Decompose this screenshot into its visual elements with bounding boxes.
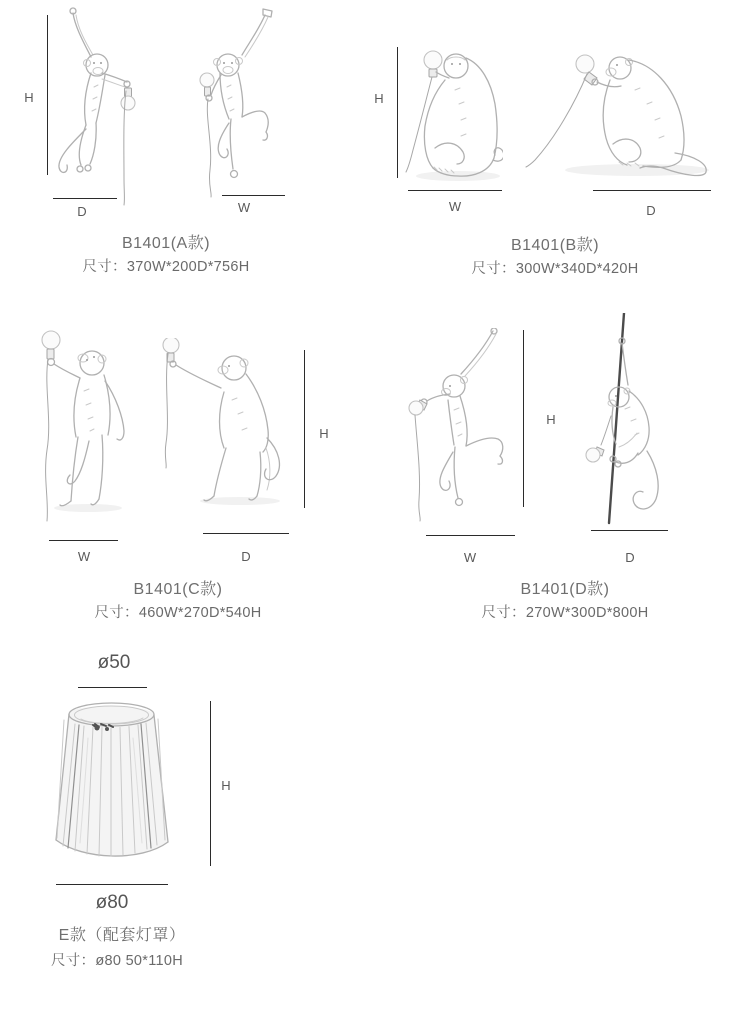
height-dimension-line [304,350,305,508]
section-a [0,0,375,295]
height-dimension-line [523,330,524,507]
monkey-rope-sketch-right [585,313,670,538]
dimension-label-d: D [77,204,87,219]
section-e [0,630,375,1015]
dimension-label-w: W [448,199,462,214]
lampshade-sketch [53,698,173,863]
model-title: B1401(A款) [121,235,211,252]
model-title: B1401(D款) [520,581,610,598]
width-dimension-line [426,535,515,536]
dimension-label-d: D [241,549,251,564]
model-size: 尺寸：370W*200D*756H [82,259,250,275]
height-dimension-line [47,15,48,175]
monkey-hanging-sketch-right [193,5,288,200]
height-dimension-line [210,701,211,866]
dimension-label-w: W [463,550,477,565]
diameter-bottom-label: ø80 [95,892,129,913]
dimension-label-d: D [646,203,656,218]
dimension-label-h: H [24,90,34,105]
section-b [375,0,750,295]
diameter-bottom-line [56,884,168,885]
dimension-label-h: H [221,778,231,793]
depth-dimension-line [591,530,668,531]
monkey-standing-sketch-left [36,325,132,525]
dimension-label-w: W [237,200,251,215]
model-size: 尺寸：460W*270D*540H [94,605,262,621]
model-size: 尺寸：270W*300D*800H [481,605,649,621]
section-c [0,300,375,630]
model-title: E款（配套灯罩） [58,927,186,944]
monkey-standing-sketch-right [160,338,285,513]
diameter-top-line [78,687,147,688]
model-size: 尺寸：ø80 50*110H [50,953,184,969]
model-size: 尺寸：300W*340D*420H [471,261,639,277]
monkey-sitting-sketch-right [525,48,715,180]
model-title: B1401(B款) [510,237,600,254]
dimension-label-h: H [546,412,556,427]
model-title: B1401(C款) [133,581,223,598]
width-dimension-line [408,190,502,191]
width-dimension-line [222,195,285,196]
width-dimension-line [49,540,118,541]
depth-dimension-line [593,190,711,191]
dimension-label-h: H [319,426,329,441]
monkey-sitting-sketch-left [403,40,503,182]
depth-dimension-line [203,533,289,534]
dimension-label-w: W [77,549,91,564]
height-dimension-line [397,47,398,178]
dimension-label-d: D [625,550,635,565]
diameter-top-label: ø50 [97,652,131,673]
monkey-hanging-sketch-left [408,328,513,523]
depth-dimension-line [53,198,117,199]
dimension-label-h: H [374,91,384,106]
monkey-hanging-sketch-left [50,3,140,208]
section-d [375,300,750,630]
